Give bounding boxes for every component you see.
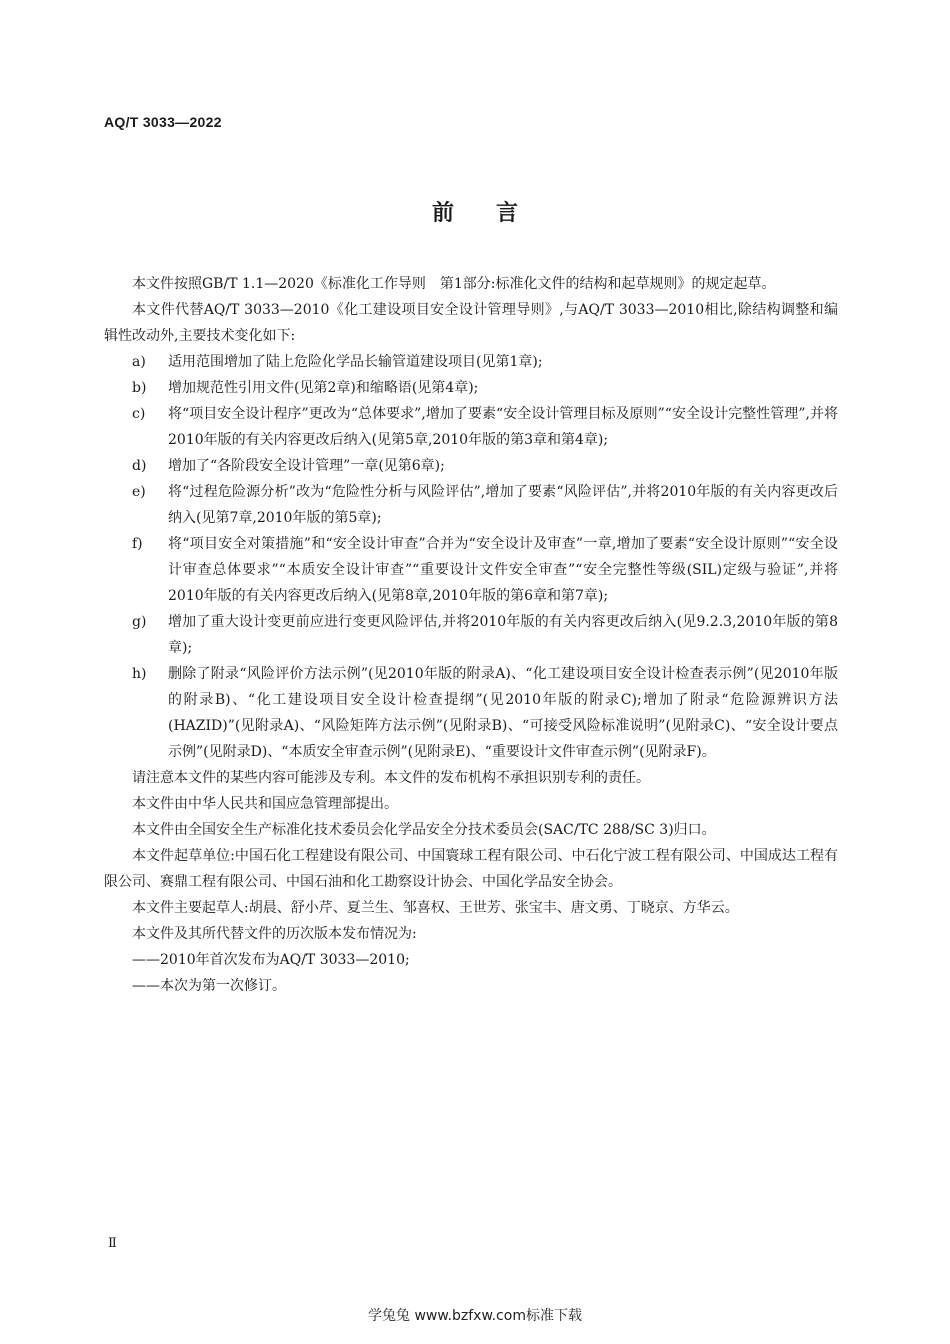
version-history-item: ——本次为第一次修订。 [132, 978, 286, 994]
list-item [104, 661, 838, 765]
paragraph: 本文件由中华人民共和国应急管理部提出。 [132, 796, 398, 812]
list-item-text: 将“项目安全对策措施”和“安全设计审查”合并为“安全设计及审查”一章,增加了要素“安全设计原则”“安全设计审查总体要求”“本质安全设计审查”“重要设计文件安全审查”“安全完整性等级(SIL)定级与验证”,并将2010年版的有关内容更改后纳入(见第8章,2010年版的第6章和第7章); [168, 536, 838, 604]
list-item [104, 479, 838, 531]
list-item [104, 375, 838, 401]
paragraph: 本文件按照GB/T 1.1—2020《标准化工作导则 第1部分:标准化文件的结构和起草规则》的规定起草。 [132, 276, 776, 292]
paragraph: 本文件主要起草人:胡晨、舒小芹、夏兰生、邹喜权、王世芳、张宝丰、唐文勇、丁晓京、方华云。 [132, 900, 739, 916]
list-item-text: 适用范围增加了陆上危险化学品长输管道建设项目(见第1章); [168, 354, 543, 370]
list-item-text: 增加了重大设计变更前应进行变更风险评估,并将2010年版的有关内容更改后纳入(见9.2.3,2010年版的第8章); [168, 614, 838, 656]
list-item-text: 将“项目安全设计程序”更改为“总体要求”,增加了要素“安全设计管理目标及原则”“安全设计完整性管理”,并将2010年版的有关内容更改后纳入(见第5章,2010年版的第3章和第4章); [168, 406, 838, 448]
list-marker: g) [132, 614, 147, 630]
document-body [104, 271, 838, 999]
version-history-item: ——2010年首次发布为AQ/T 3033—2010; [132, 952, 410, 968]
paragraph: 本文件起草单位:中国石化工程建设有限公司、中国寰球工程有限公司、中石化宁波工程有限公司、中国成达工程有限公司、赛鼎工程有限公司、中国石油和化工勘察设计协会、中国化学品安全协会。 [104, 848, 838, 890]
list-marker: b) [132, 380, 147, 396]
paragraph: 本文件由全国安全生产标准化技术委员会化学品安全分技术委员会(SAC/TC 288/SC 3)归口。 [132, 822, 716, 838]
list-item [104, 453, 838, 479]
list-item-text: 删除了附录“风险评价方法示例”(见2010年版的附录A)、“化工建设项目安全设计检查表示例”(见2010年版的附录B)、“化工建设项目安全设计检查提纲”(见2010年版的附录C);增加了附录“危险源辨识方法(HAZID)”(见附录A)、“风险矩阵方法示例”(见附录B)、“可接受风险标准说明”(见附录C)、“安全设计要点示例”(见附录D)、“本质安全审查示例”(见附录E)、“重要设计文件审查示例”(见附录F)。 [168, 666, 838, 760]
list-marker: a) [132, 354, 146, 370]
paragraph: 本文件代替AQ/T 3033—2010《化工建设项目安全设计管理导则》,与AQ/T 3033—2010相比,除结构调整和编辑性改动外,主要技术变化如下: [104, 302, 838, 344]
standard-code: AQ/T 3033—2022 [104, 114, 222, 130]
list-marker: f) [132, 536, 143, 552]
list-item [104, 531, 838, 609]
list-item [104, 349, 838, 375]
page-title: 前言 [431, 201, 560, 226]
list-marker: c) [132, 406, 146, 422]
paragraph: 请注意本文件的某些内容可能涉及专利。本文件的发布机构不承担识别专利的责任。 [132, 770, 650, 786]
paragraph: 本文件及其所代替文件的历次版本发布情况为: [132, 926, 417, 942]
list-item-text: 增加了“各阶段安全设计管理”一章(见第6章); [168, 458, 445, 474]
list-item-text: 增加规范性引用文件(见第2章)和缩略语(见第4章); [168, 380, 479, 396]
list-item [104, 609, 838, 661]
list-marker: d) [132, 458, 147, 474]
list-item [104, 401, 838, 453]
footer-watermark: 学兔兔 www.bzfxw.com标准下载 [368, 1308, 582, 1324]
page-number: Ⅱ [108, 1236, 117, 1251]
list-item-text: 将“过程危险源分析”改为“危险性分析与风险评估”,增加了要素“风险评估”,并将2010年版的有关内容更改后纳入(见第7章,2010年版的第5章); [168, 484, 838, 526]
list-marker: h) [132, 666, 147, 682]
list-marker: e) [132, 484, 146, 500]
